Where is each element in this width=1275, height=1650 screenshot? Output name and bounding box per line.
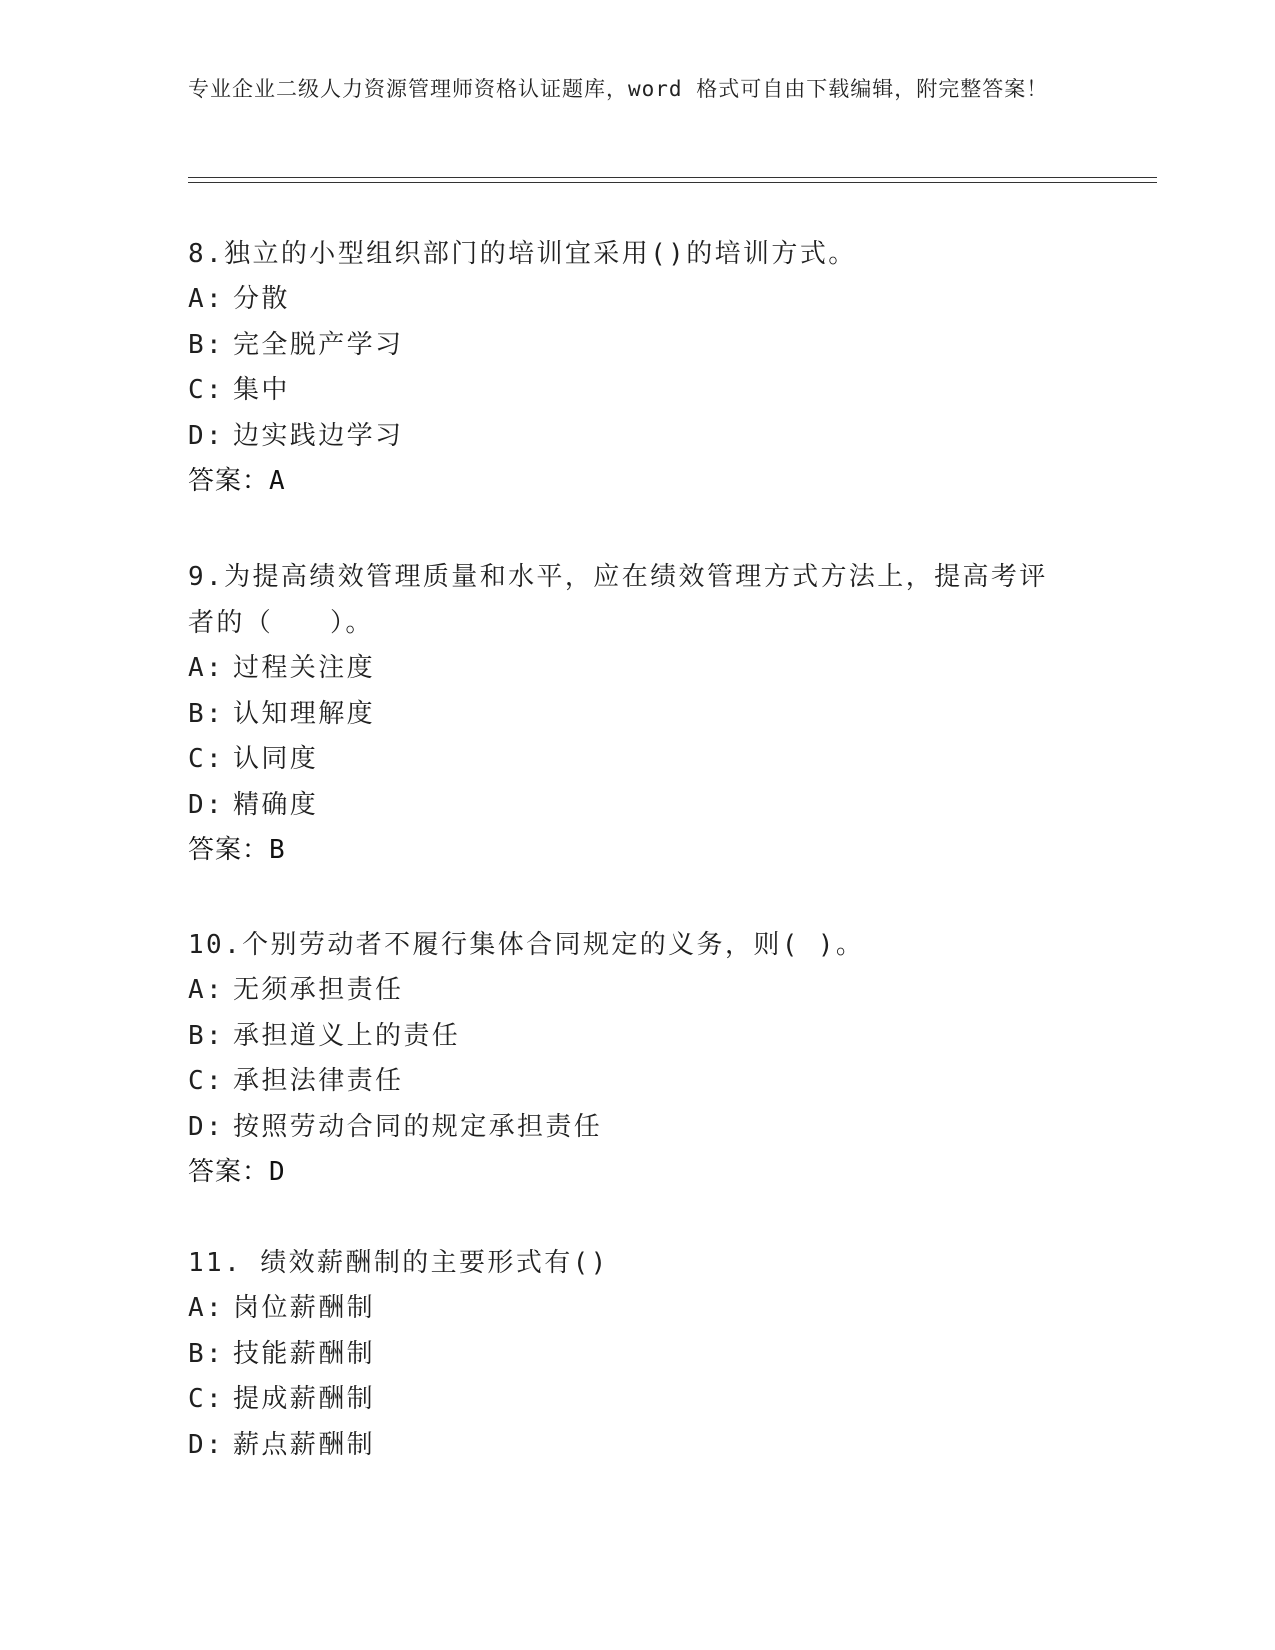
header-divider-bottom xyxy=(188,182,1157,183)
option-a xyxy=(188,968,1088,1014)
option-b xyxy=(188,323,1088,369)
option-d xyxy=(188,414,1088,460)
option-letter: D: xyxy=(188,789,225,820)
question-stem: 11. 绩效薪酬制的主要形式有() xyxy=(188,1248,609,1278)
option-a xyxy=(188,646,1068,692)
option-text: 精确度 xyxy=(233,789,319,820)
option-letter: A: xyxy=(188,653,225,683)
option-text: 提成薪酬制 xyxy=(233,1384,376,1414)
question-stem: 8.独立的小型组织部门的培训宜采用()的培训方式。 xyxy=(188,239,857,269)
answer-line xyxy=(188,1150,1088,1195)
option-text: 技能薪酬制 xyxy=(233,1338,376,1369)
option-letter: D: xyxy=(188,1429,225,1460)
option-letter: A: xyxy=(188,284,225,314)
question-10 xyxy=(188,922,1088,1195)
answer-value: A xyxy=(269,466,286,496)
option-letter: A: xyxy=(188,1293,225,1323)
option-letter: A: xyxy=(188,975,225,1005)
option-letter: C: xyxy=(188,744,225,774)
option-letter: C: xyxy=(188,1384,225,1414)
answer-line xyxy=(188,459,1088,504)
option-d xyxy=(188,1105,1088,1151)
option-b xyxy=(188,692,1068,738)
option-text: 完全脱产学习 xyxy=(233,329,404,360)
option-letter: D: xyxy=(188,1111,225,1142)
option-text: 岗位薪酬制 xyxy=(233,1293,376,1323)
option-letter: B: xyxy=(188,1338,225,1369)
option-d xyxy=(188,1423,1088,1469)
option-b xyxy=(188,1332,1088,1378)
option-letter: C: xyxy=(188,1066,225,1096)
question-8 xyxy=(188,231,1088,504)
option-letter: B: xyxy=(188,698,225,729)
question-stem: 9.为提高绩效管理质量和水平，应在绩效管理方式方法上，提高考评者的（ ）。 xyxy=(188,562,1048,638)
option-text: 承担道义上的责任 xyxy=(233,1020,461,1051)
header-divider-top xyxy=(188,177,1157,178)
option-text: 集中 xyxy=(233,375,290,405)
option-letter: B: xyxy=(188,329,225,360)
option-letter: C: xyxy=(188,375,225,405)
option-a xyxy=(188,1286,1088,1332)
option-text: 边实践边学习 xyxy=(233,420,404,451)
option-text: 按照劳动合同的规定承担责任 xyxy=(233,1111,603,1142)
option-letter: D: xyxy=(188,420,225,451)
question-11 xyxy=(188,1240,1088,1468)
answer-line xyxy=(188,828,1068,873)
option-text: 承担法律责任 xyxy=(233,1066,404,1096)
document-header: 专业企业二级人力资源管理师资格认证题库，word 格式可自由下载编辑，附完整答案！ xyxy=(188,77,1049,101)
answer-label: 答案： xyxy=(188,835,270,865)
answer-value: B xyxy=(269,835,286,865)
option-letter: B: xyxy=(188,1020,225,1051)
question-stem: 10.个别劳动者不履行集体合同规定的义务，则( )。 xyxy=(188,930,865,960)
answer-label: 答案： xyxy=(188,1157,270,1187)
option-text: 认同度 xyxy=(233,744,319,774)
option-text: 薪点薪酬制 xyxy=(233,1429,376,1460)
option-c xyxy=(188,1377,1088,1423)
question-9 xyxy=(188,554,1068,873)
option-c xyxy=(188,737,1068,783)
option-b xyxy=(188,1014,1088,1060)
option-text: 无须承担责任 xyxy=(233,975,404,1005)
option-text: 过程关注度 xyxy=(233,653,376,683)
option-text: 认知理解度 xyxy=(233,698,376,729)
answer-value: D xyxy=(269,1157,286,1187)
answer-label: 答案： xyxy=(188,466,270,496)
option-c xyxy=(188,1059,1088,1105)
option-text: 分散 xyxy=(233,284,290,314)
option-c xyxy=(188,368,1088,414)
option-a xyxy=(188,277,1088,323)
option-d xyxy=(188,783,1068,829)
